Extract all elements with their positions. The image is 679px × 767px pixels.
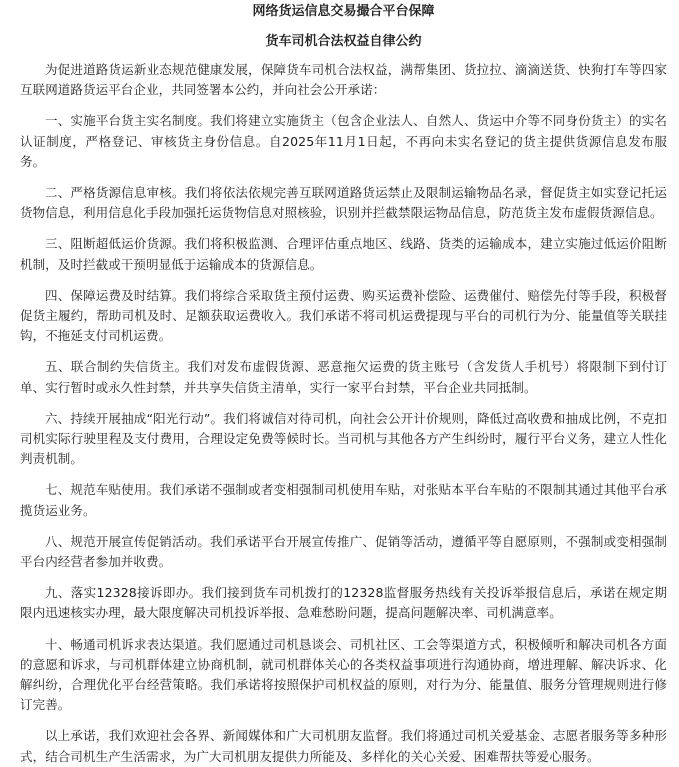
paragraph-item-2: 二、严格货源信息审核。我们将依法依规完善互联网道路货运禁止及限制运输物品名录，督促货主如实登记托运货物信息，利用信息化手段加强托运货物信息对照核验，识别并拦截禁限运物品信息，防范货主发布虚假货源信息。: [20, 185, 667, 221]
paragraph-item-6: 六、持续开展抽成“阳光行动”。我们将诚信对待司机，向社会公开计价规则，降低过高收费和抽成比例，不克扣司机实际行驶里程及支付费用，合理设定免费等候时长。当司机与其他各方产生纠纷时，履行平台义务，建立人性化判责机制。: [20, 410, 667, 467]
paragraph-closing: 以上承诺，我们欢迎社会各界、新闻媒体和广大司机朋友监督。我们将通过司机关爱基金、志愿者服务等多种形式，结合司机生产生活需求，为广大司机朋友提供力所能及、多样化的关心关爱、困难帮扶等爱心服务。: [20, 728, 667, 764]
paragraph-item-9: 九、落实12328接诉即办。我们接到货车司机拨打的12328监督服务热线有关投诉举报信息后，承诺在规定期限内迅速核实办理，最大限度解决司机投诉举报、急难愁盼问题，提高问题解决率、司机满意率。: [20, 585, 667, 621]
paragraph-item-4: 四、保障运费及时结算。我们将综合采取货主预付运费、购买运费补偿险、运费催付、赔偿先付等手段，积极督促货主履约，帮助司机及时、足额获取运费收入。我们承诺不将司机运费提现与平台的司机行为分、能量值等关联挂钩，不拖延支付司机运费。: [20, 287, 667, 344]
paragraph-item-1: 一、实施平台货主实名制度。我们将建立实施货主（包含企业法人、自然人、货运中介等不同身份货主）的实名认证制度，严格登记、审核货主身份信息。自2025年11月1日起，不再向未实名登记的货主提供货源信息发布服务。: [20, 113, 667, 169]
paragraph-item-8: 八、规范开展宣传促销活动。我们承诺平台开展宣传推广、促销等活动，遵循平等自愿原则，不强制或变相强制平台内经营者参加并收费。: [20, 533, 667, 570]
paragraph-item-7: 七、规范车贴使用。我们承诺不强制或者变相强制司机使用车贴，对张贴本平台车贴的不限制其通过其他平台承揽货运业务。: [20, 482, 667, 518]
paragraph-item-5: 五、联合制约失信货主。我们对发布虚假货源、恶意拖欠运费的货主账号（含发货人手机号）将限制下到付订单、实行暂时或永久性封禁，并共享失信货主清单，实行一家平台封禁，平台企业共同抵制。: [20, 359, 667, 395]
document-title-line1: 网络货运信息交易撮合平台保障: [252, 4, 435, 19]
paragraph-item-3: 三、阻断超低运价货源。我们将积极监测、合理评估重点地区、线路、货类的运输成本，建立实施过低运价阻断机制，及时拦截或干预明显低于运输成本的货源信息。: [20, 236, 667, 272]
document-title-line2: 货车司机合法权益自律公约: [265, 34, 422, 49]
paragraph-intro: 为促进道路货运新业态规范健康发展，保障货车司机合法权益，满帮集团、货拉拉、滴滴送货、快狗打车等四家互联网道路货运平台企业，共同签署本公约，并向社会公开承诺：: [20, 62, 667, 98]
paragraph-item-10: 十、畅通司机诉求表达渠道。我们愿通过司机恳谈会、司机社区、工会等渠道方式，积极倾听和解决司机各方面的意愿和诉求，与司机群体建立协商机制，就司机群体关心的各类权益事项进行沟通协商，增进理解、解决诉求、化解纠纷，合理优化平台经营策略。我们承诺将按照保护司机权益的原则，对行为分、能量值、服务分管理规则进行修订完善。: [20, 636, 667, 713]
